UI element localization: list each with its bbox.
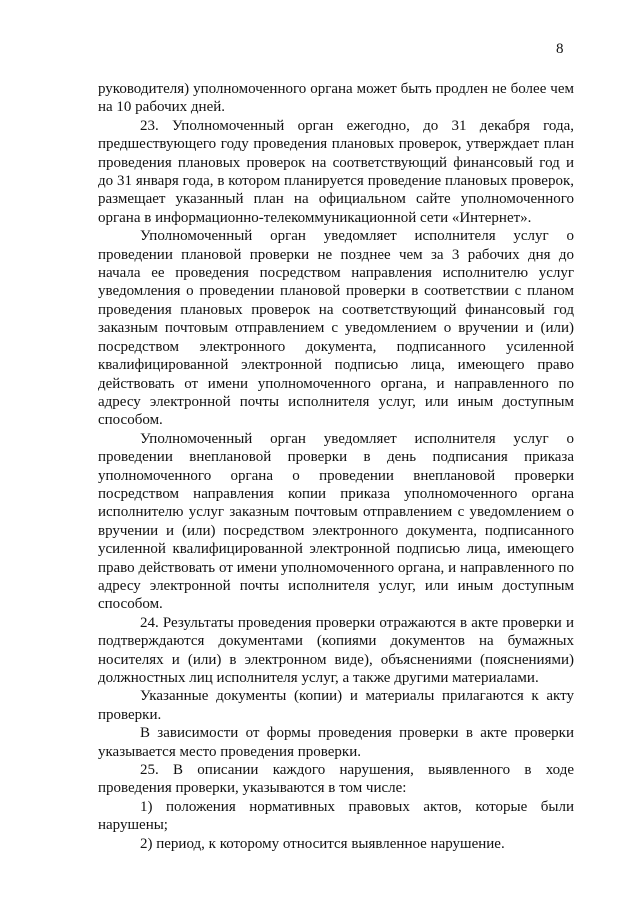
paragraph-continuation: руководителя) уполномоченного органа может быть продлен не более чем на 10 рабочих дней.	[98, 81, 574, 116]
paragraph-23: 23. Уполномоченный орган ежегодно, до 31 декабря года, предшествующего году проведения плановых проверок, утверждает план проведения плановых проверок на соответствующий финансовый год и до 31 января года, в котором планируется проведение плановых проверок, размещает указанный план на официальном сайте уполномоченного органа в информационно-телекоммуникационной сети «Интернет».	[98, 117, 574, 226]
paragraph-24: 24. Результаты проведения проверки отражаются в акте проверки и подтверждаются документами (копиями документов на бумажных носителях и (или) в электронном виде), объяснениями (пояснениями) должностных лиц исполнителя услуг, а также другими материалами.	[98, 614, 574, 686]
list-item-1: 1) положения нормативных правовых актов, которые были нарушены;	[98, 798, 574, 834]
paragraph-inspection-place: В зависимости от формы проведения проверки в акте проверки указывается место проведения проверки.	[98, 725, 574, 760]
page-number: 8	[556, 41, 564, 57]
paragraph-unplanned-notice: Уполномоченный орган уведомляет исполнителя услуг о проведении внеплановой проверки в день подписания приказа уполномоченного органа о проведении внеплановой проверки посредством направления копии приказа уполномоченного органа исполнителю услуг заказным почтовым отправлением с уведомлением о вручении и (или) посредством электронного документа, подписанного усиленной квалифицированной электронной подписью лица, имеющего право действовать от имени уполномоченного органа, и направленного по адресу электронной почты исполнителя услуг, или иным доступным способом.	[98, 430, 574, 613]
paragraph-planned-notice: Уполномоченный орган уведомляет исполнителя услуг о проведении плановой проверки не позднее чем за 3 рабочих дня до начала ее проведения посредством направления исполнителю услуг уведомления о проведении плановой проверки в соответствии с планом проведения плановых проверок на соответствующий финансовый год заказным почтовым отправлением с уведомлением о вручении и (или) посредством электронного документа, подписанного усиленной квалифицированной электронной подписью лица, имеющего право действовать от имени уполномоченного органа, и направленного по адресу электронной почты исполнителя услуг, или иным доступным способом.	[98, 228, 574, 429]
document-body	[98, 80, 574, 853]
paragraph-attached-documents: Указанные документы (копии) и материалы прилагаются к акту проверки.	[98, 688, 574, 723]
paragraph-25: 25. В описании каждого нарушения, выявленного в ходе проведения проверки, указываются в том числе:	[98, 762, 574, 797]
list-item-2: 2) период, к которому относится выявленное нарушение.	[140, 835, 505, 852]
